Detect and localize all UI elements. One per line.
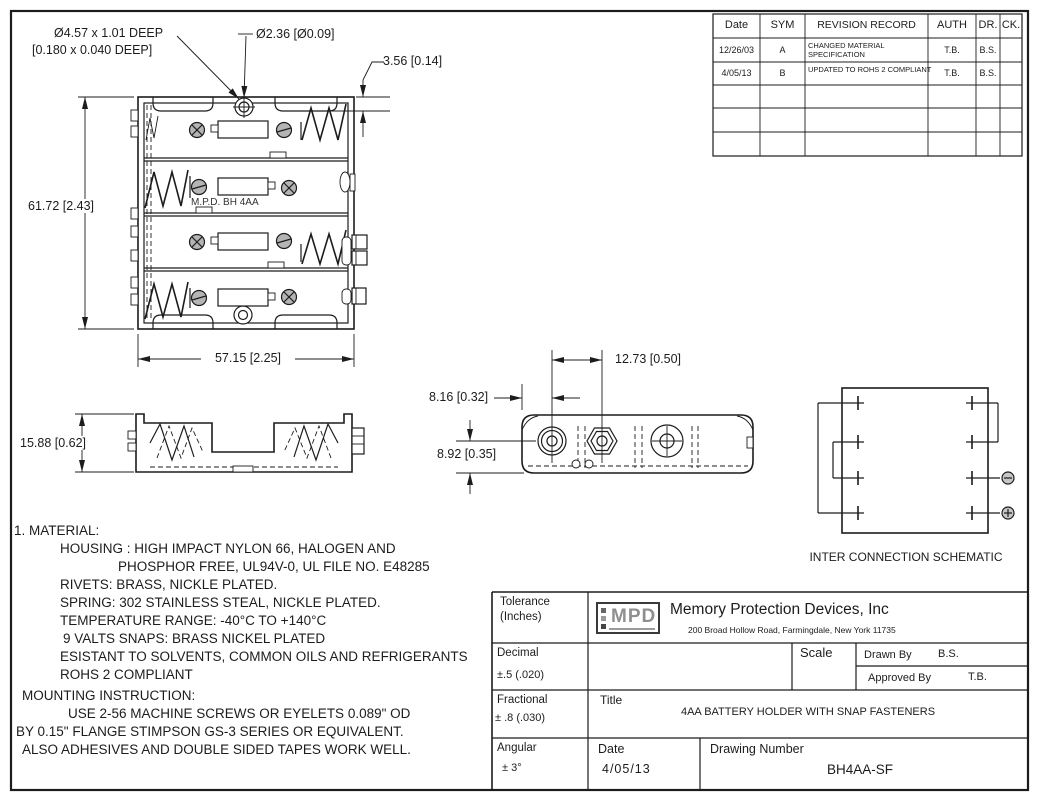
rivet-cross-icon [190, 123, 205, 138]
negative-terminal-icon [1002, 472, 1014, 484]
rivet-slot-icon [277, 234, 292, 249]
bottom-hole-icon [234, 306, 252, 324]
approved-by-label: Approved By [868, 672, 931, 684]
rivet-cross-icon [190, 235, 205, 250]
tolerance-units: (Inches) [500, 611, 542, 623]
note-line: HOUSING : HIGH IMPACT NYLON 66, HALOGEN AND [60, 541, 396, 556]
revision-record: UPDATED TO ROHS 2 COMPLIANT [808, 65, 932, 74]
side-snap-block [352, 428, 364, 454]
revision-auth: T.B. [944, 45, 960, 55]
top-rivet-hole-icon [233, 96, 255, 118]
note-line: 1. MATERIAL: [14, 523, 100, 538]
logo-text: MPD [611, 606, 657, 627]
front-view-label: M.P.D. BH 4AA [191, 197, 259, 208]
front-view [131, 96, 367, 329]
mpd-logo [596, 602, 660, 634]
decimal-value: ±.5 (.020) [497, 669, 545, 681]
fractional-value: ± .8 (.030) [495, 712, 546, 724]
dim-snap-spacing: 12.73 [0.50] [615, 352, 682, 366]
note-line: ESISTANT TO SOLVENTS, COMMON OILS AND REFRIGERANTS [60, 649, 468, 664]
revision-auth: T.B. [944, 68, 960, 78]
note-line: ALSO ADHESIVES AND DOUBLE SIDED TAPES WORK WELL. [22, 742, 411, 757]
note-line: 9 VALTS SNAPS: BRASS NICKEL PLATED [63, 631, 326, 646]
drawing-number: BH4AA-SF [826, 762, 894, 777]
title-block-grid [492, 592, 1027, 789]
decimal-label: Decimal [497, 647, 539, 659]
revision-sym: A [779, 45, 786, 55]
logo-square-icon [601, 608, 606, 613]
revision-header-ck: CK. [1001, 19, 1021, 31]
dim-overall-height: 61.72 [2.43] [28, 199, 95, 213]
revision-sym: B [779, 68, 786, 78]
hole-callout-line2: [0.180 x 0.040 DEEP] [32, 43, 153, 57]
note-line: MOUNTING INSTRUCTION: [22, 688, 196, 703]
rivet-cross-icon [282, 181, 297, 196]
revision-header-auth: AUTH [937, 19, 967, 31]
side-view [128, 414, 364, 472]
revision-record: CHANGED MATERIAL SPECIFICATION [808, 41, 885, 59]
dim-snap-height: 8.92 [0.35] [437, 447, 497, 461]
date-value: 4/05/13 [602, 762, 651, 776]
revision-header-record: REVISION RECORD [817, 19, 916, 31]
note-line: SPRING: 302 STAINLESS STEAL, NICKLE PLATED. [60, 595, 381, 610]
eyelet-hole-icon [651, 425, 683, 457]
revision-header-date: Date [724, 19, 749, 31]
note-line: PHOSPHOR FREE, UL94V-0, UL FILE NO. E48285 [118, 559, 430, 574]
dim-snap-edge-offset: 8.16 [0.32] [429, 390, 489, 404]
interconnection-schematic [818, 388, 1014, 533]
drawing-title: 4AA BATTERY HOLDER WITH SNAP FASTENERS [680, 706, 936, 718]
rivet-cross-icon [282, 290, 297, 305]
scale-label: Scale [800, 645, 833, 660]
left-terminals [818, 396, 864, 520]
drawn-by-label: Drawn By [864, 649, 912, 661]
date-label: Date [598, 742, 625, 756]
revision-dr: B.S. [979, 45, 997, 55]
rivets [190, 123, 297, 306]
revision-date: 4/05/13 [721, 68, 752, 78]
drawing-number-label: Drawing Number [710, 742, 804, 756]
angular-value: ± 3° [502, 762, 522, 774]
title-label: Title [600, 693, 623, 707]
company-address: 200 Broad Hollow Road, Farmingdale, New York 11735 [688, 625, 896, 635]
rivet-slot-icon [192, 291, 207, 306]
logo-underline [609, 628, 655, 630]
rivet-slot-icon [277, 123, 292, 138]
rivet-callout: Ø2.36 [Ø0.09] [256, 27, 335, 41]
note-line: USE 2-56 MACHINE SCREWS OR EYELETS 0.089" OD [68, 706, 411, 721]
top-view [522, 350, 753, 473]
rivet-slot-icon [192, 180, 207, 195]
logo-square-icon [601, 616, 606, 621]
right-terminals [966, 396, 1000, 520]
angular-label: Angular [497, 742, 537, 754]
hole-callout-line1: Ø4.57 x 1.01 DEEP [54, 26, 164, 40]
tolerance-label: Tolerance [500, 596, 550, 608]
revision-date: 12/26/03 [718, 45, 755, 55]
company-name: Memory Protection Devices, Inc [670, 601, 889, 618]
positive-terminal-icon [1002, 507, 1014, 519]
revision-table-grid [713, 14, 1022, 156]
dim-top-offset: 3.56 [0.14] [383, 54, 443, 68]
note-line: ROHS 2 COMPLIANT [60, 667, 193, 682]
approved-by-value: T.B. [968, 671, 987, 683]
note-line: RIVETS: BRASS, NICKLE PLATED. [60, 577, 278, 592]
note-line: TEMPERATURE RANGE: -40°C TO +140°C [60, 613, 327, 628]
revision-header-dr: DR. [978, 19, 998, 31]
fractional-label: Fractional [497, 694, 548, 706]
dim-overall-depth: 15.88 [0.62] [20, 436, 87, 450]
logo-square-icon [601, 624, 606, 629]
note-line: BY 0.15" FLANGE STIMPSON GS-3 SERIES OR EQUIVALENT. [16, 724, 404, 739]
dim-overall-width: 57.15 [2.25] [201, 351, 295, 365]
revision-dr: B.S. [979, 68, 997, 78]
schematic-label: INTER CONNECTION SCHEMATIC [809, 550, 1003, 564]
revision-header-sym: SYM [770, 19, 795, 31]
drawn-by-value: B.S. [938, 648, 959, 660]
